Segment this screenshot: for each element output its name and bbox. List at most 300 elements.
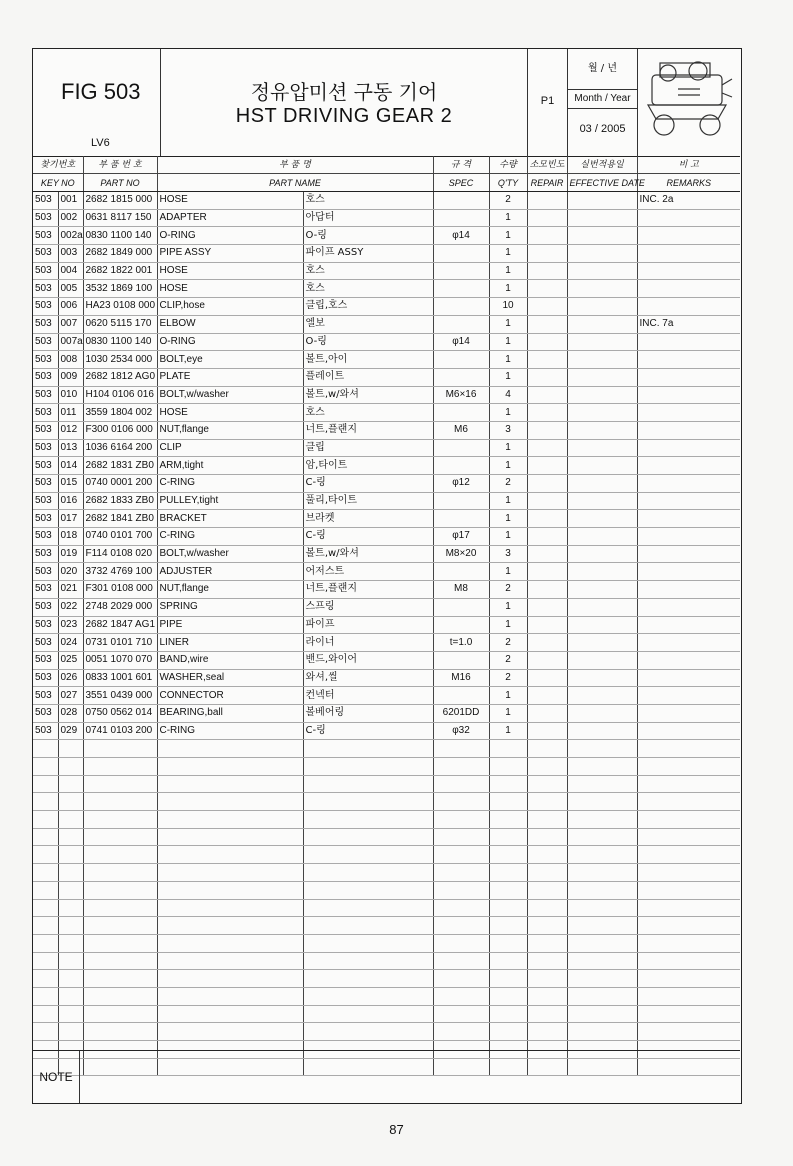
repair-cell: [527, 528, 567, 546]
repair-cell: [527, 881, 567, 899]
repair-cell: [527, 634, 567, 652]
quantity-cell: [489, 952, 527, 970]
remarks-cell: [637, 811, 740, 829]
quantity-cell: 1: [489, 351, 527, 369]
part-name-korean-cell: 어저스트: [303, 563, 433, 581]
remarks-cell: [637, 828, 740, 846]
part-number-cell: [83, 793, 157, 811]
key-group-cell: 503: [33, 368, 58, 386]
key-number-cell: 005: [58, 280, 83, 298]
key-number-cell: 009: [58, 368, 83, 386]
part-number-cell: 3559 1804 002: [83, 404, 157, 422]
effective-date-cell: [567, 545, 637, 563]
part-number-cell: 2682 1822 001: [83, 262, 157, 280]
quantity-cell: 2: [489, 651, 527, 669]
repair-cell: [527, 439, 567, 457]
part-name-korean-cell: 너트,플랜지: [303, 581, 433, 599]
table-row: [33, 439, 740, 457]
quantity-cell: 1: [489, 262, 527, 280]
quantity-cell: 1: [489, 722, 527, 740]
part-name-english-cell: ELBOW: [157, 315, 303, 333]
part-name-english-cell: CLIP: [157, 439, 303, 457]
remarks-cell: [637, 704, 740, 722]
key-number-cell: [58, 846, 83, 864]
spec-cell: [433, 280, 489, 298]
spec-cell: M6×16: [433, 386, 489, 404]
remarks-cell: [637, 280, 740, 298]
part-name-english-cell: NUT,flange: [157, 421, 303, 439]
key-number-cell: [58, 1005, 83, 1023]
part-name-korean-cell: 라이너: [303, 634, 433, 652]
repair-cell: [527, 421, 567, 439]
remarks-cell: [637, 386, 740, 404]
part-number-cell: 2682 1833 ZB0: [83, 492, 157, 510]
key-group-cell: [33, 828, 58, 846]
part-name-korean-cell: 파이프: [303, 616, 433, 634]
header-row-korean: [33, 156, 740, 174]
title-english: HST DRIVING GEAR 2: [235, 105, 453, 127]
key-number-cell: 026: [58, 669, 83, 687]
repair-cell: [527, 899, 567, 917]
table-row: [33, 262, 740, 280]
empty-row: [33, 758, 740, 776]
repair-cell: [527, 598, 567, 616]
part-name-korean-cell: [303, 775, 433, 793]
spec-cell: [433, 404, 489, 422]
remarks-cell: [637, 864, 740, 882]
key-number-cell: 007: [58, 315, 83, 333]
table-row: [33, 510, 740, 528]
quantity-cell: [489, 970, 527, 988]
table-row: [33, 475, 740, 493]
remarks-cell: [637, 1023, 740, 1041]
key-group-cell: [33, 775, 58, 793]
part-number-cell: F300 0106 000: [83, 421, 157, 439]
key-group-cell: 503: [33, 404, 58, 422]
table-row: [33, 315, 740, 333]
key-group-cell: [33, 987, 58, 1005]
key-group-cell: [33, 864, 58, 882]
fig-number: FIG 503: [61, 79, 141, 104]
part-name-english-cell: HOSE: [157, 192, 303, 210]
effective-date-cell: [567, 722, 637, 740]
key-group-cell: [33, 917, 58, 935]
key-number-cell: [58, 899, 83, 917]
part-name-english-cell: SPRING: [157, 598, 303, 616]
part-number-cell: 0620 5115 170: [83, 315, 157, 333]
quantity-cell: [489, 899, 527, 917]
remarks-cell: [637, 598, 740, 616]
remarks-cell: [637, 987, 740, 1005]
part-number-cell: [83, 952, 157, 970]
quantity-cell: 2: [489, 634, 527, 652]
quantity-cell: 2: [489, 581, 527, 599]
effective-date-cell: [567, 740, 637, 758]
effective-date-cell: [567, 704, 637, 722]
quantity-cell: [489, 758, 527, 776]
table-row: [33, 598, 740, 616]
repair-cell: [527, 651, 567, 669]
part-name-korean-cell: 호스: [303, 192, 433, 210]
spec-cell: M8×20: [433, 545, 489, 563]
spec-cell: φ14: [433, 333, 489, 351]
spec-cell: M6: [433, 421, 489, 439]
repair-cell: [527, 209, 567, 227]
key-number-cell: 001: [58, 192, 83, 210]
key-group-cell: 503: [33, 510, 58, 528]
part-name-korean-cell: 브라켓: [303, 510, 433, 528]
part-name-english-cell: LINER: [157, 634, 303, 652]
key-group-cell: 503: [33, 421, 58, 439]
remarks-cell: [637, 439, 740, 457]
remarks-cell: [637, 722, 740, 740]
quantity-cell: [489, 934, 527, 952]
remarks-cell: [637, 687, 740, 705]
quantity-cell: 1: [489, 333, 527, 351]
part-name-english-cell: BOLT,w/washer: [157, 545, 303, 563]
remarks-cell: [637, 616, 740, 634]
repair-cell: [527, 952, 567, 970]
part-name-english-cell: [157, 934, 303, 952]
title-box: [161, 49, 528, 156]
col-eff-ko: 실번적용일: [567, 156, 637, 174]
part-name-english-cell: C-RING: [157, 528, 303, 546]
part-name-korean-cell: [303, 970, 433, 988]
spec-cell: [433, 245, 489, 263]
col-qty-en: Q'TY: [489, 174, 527, 192]
spec-cell: M8: [433, 581, 489, 599]
spec-cell: [433, 899, 489, 917]
part-name-english-cell: NUT,flange: [157, 581, 303, 599]
repair-cell: [527, 970, 567, 988]
quantity-cell: 1: [489, 704, 527, 722]
repair-cell: [527, 793, 567, 811]
part-number-cell: 0740 0101 700: [83, 528, 157, 546]
effective-date-cell: [567, 775, 637, 793]
col-qty-ko: 수량: [489, 156, 527, 174]
quantity-cell: 1: [489, 457, 527, 475]
date-value: 03 / 2005: [579, 123, 626, 135]
key-number-cell: 020: [58, 563, 83, 581]
table-row: [33, 704, 740, 722]
repair-cell: [527, 828, 567, 846]
effective-date-cell: [567, 987, 637, 1005]
part-number-cell: HA23 0108 000: [83, 298, 157, 316]
part-name-korean-cell: 파이프 ASSY: [303, 245, 433, 263]
repair-cell: [527, 722, 567, 740]
part-number-cell: [83, 864, 157, 882]
table-row: [33, 687, 740, 705]
repair-cell: [527, 864, 567, 882]
remarks-cell: [637, 528, 740, 546]
spec-cell: [433, 1023, 489, 1041]
quantity-cell: 1: [489, 687, 527, 705]
spec-cell: [433, 740, 489, 758]
part-number-cell: F114 0108 020: [83, 545, 157, 563]
remarks-cell: [637, 581, 740, 599]
key-group-cell: 503: [33, 439, 58, 457]
part-number-cell: 3551 0439 000: [83, 687, 157, 705]
part-name-english-cell: O-RING: [157, 227, 303, 245]
key-group-cell: 503: [33, 245, 58, 263]
effective-date-cell: [567, 333, 637, 351]
remarks-cell: [637, 510, 740, 528]
note-label: NOTE: [33, 1051, 80, 1103]
repair-cell: [527, 245, 567, 263]
repair-cell: [527, 280, 567, 298]
remarks-cell: [637, 881, 740, 899]
col-name-ko: 부 품 명: [157, 156, 433, 174]
part-name-korean-cell: O-링: [303, 227, 433, 245]
quantity-cell: 1: [489, 510, 527, 528]
key-number-cell: 024: [58, 634, 83, 652]
part-number-cell: 0631 8117 150: [83, 209, 157, 227]
model-code: LV6: [91, 137, 110, 149]
col-rem-ko: 비 고: [637, 156, 740, 174]
part-name-english-cell: C-RING: [157, 722, 303, 740]
key-group-cell: 503: [33, 669, 58, 687]
key-number-cell: 003: [58, 245, 83, 263]
part-name-english-cell: ADAPTER: [157, 209, 303, 227]
effective-date-cell: [567, 811, 637, 829]
key-group-cell: 503: [33, 634, 58, 652]
empty-row: [33, 775, 740, 793]
empty-row: [33, 846, 740, 864]
spec-cell: [433, 1005, 489, 1023]
part-name-korean-cell: 와셔,씰: [303, 669, 433, 687]
part-name-korean-cell: 볼트,w/와셔: [303, 545, 433, 563]
empty-row: [33, 1023, 740, 1041]
repair-cell: [527, 262, 567, 280]
sheet-header: [33, 49, 740, 157]
parts-table-body: [33, 192, 740, 1076]
repair-cell: [527, 669, 567, 687]
table-row: [33, 545, 740, 563]
col-part-ko: 부 품 번 호: [83, 156, 157, 174]
part-number-cell: 0051 1070 070: [83, 651, 157, 669]
part-name-korean-cell: 볼베어링: [303, 704, 433, 722]
effective-date-cell: [567, 846, 637, 864]
repair-cell: [527, 475, 567, 493]
remarks-cell: [637, 563, 740, 581]
col-part-en: PART NO: [83, 174, 157, 192]
spec-cell: [433, 970, 489, 988]
key-number-cell: 002a: [58, 227, 83, 245]
part-name-korean-cell: [303, 987, 433, 1005]
table-row: [33, 280, 740, 298]
repair-cell: [527, 775, 567, 793]
key-number-cell: [58, 758, 83, 776]
key-group-cell: [33, 1005, 58, 1023]
key-number-cell: 012: [58, 421, 83, 439]
key-number-cell: 014: [58, 457, 83, 475]
quantity-cell: 1: [489, 563, 527, 581]
table-row: [33, 563, 740, 581]
remarks-cell: [637, 970, 740, 988]
parts-sheet: [32, 48, 742, 1104]
part-number-cell: [83, 740, 157, 758]
quantity-cell: 2: [489, 475, 527, 493]
empty-row: [33, 970, 740, 988]
part-name-english-cell: [157, 846, 303, 864]
table-row: [33, 192, 740, 210]
key-number-cell: 004: [58, 262, 83, 280]
remarks-cell: [637, 421, 740, 439]
remarks-cell: [637, 492, 740, 510]
spec-cell: [433, 846, 489, 864]
empty-row: [33, 987, 740, 1005]
quantity-cell: 1: [489, 404, 527, 422]
remarks-cell: [637, 952, 740, 970]
part-name-korean-cell: [303, 899, 433, 917]
repair-cell: [527, 740, 567, 758]
effective-date-cell: [567, 386, 637, 404]
part-number-cell: 0833 1001 601: [83, 669, 157, 687]
table-row: [33, 333, 740, 351]
spec-cell: M16: [433, 669, 489, 687]
repair-cell: [527, 563, 567, 581]
part-name-english-cell: PLATE: [157, 368, 303, 386]
title-korean: 정유압미션 구동 기어: [250, 80, 438, 104]
effective-date-cell: [567, 245, 637, 263]
key-group-cell: 503: [33, 315, 58, 333]
spec-cell: [433, 934, 489, 952]
part-name-english-cell: C-RING: [157, 475, 303, 493]
key-number-cell: 029: [58, 722, 83, 740]
table-row: [33, 368, 740, 386]
part-name-english-cell: [157, 881, 303, 899]
table-row: [33, 669, 740, 687]
quantity-cell: [489, 1023, 527, 1041]
part-number-cell: 3732 4769 100: [83, 563, 157, 581]
key-number-cell: [58, 987, 83, 1005]
key-number-cell: [58, 793, 83, 811]
remarks-cell: [637, 1005, 740, 1023]
part-name-korean-cell: 암,타이트: [303, 457, 433, 475]
part-name-korean-cell: [303, 864, 433, 882]
quantity-cell: 1: [489, 616, 527, 634]
key-number-cell: [58, 1023, 83, 1041]
key-number-cell: [58, 864, 83, 882]
header-row-english: [33, 174, 740, 192]
key-number-cell: [58, 775, 83, 793]
part-name-korean-cell: 엘보: [303, 315, 433, 333]
key-group-cell: 503: [33, 457, 58, 475]
empty-row: [33, 917, 740, 935]
repair-cell: [527, 333, 567, 351]
spec-cell: [433, 315, 489, 333]
spec-cell: [433, 651, 489, 669]
effective-date-cell: [567, 439, 637, 457]
repair-cell: [527, 917, 567, 935]
key-number-cell: 016: [58, 492, 83, 510]
part-number-cell: 0830 1100 140: [83, 227, 157, 245]
remarks-cell: [637, 209, 740, 227]
remarks-cell: [637, 227, 740, 245]
part-name-korean-cell: [303, 917, 433, 935]
part-name-english-cell: BOLT,eye: [157, 351, 303, 369]
remarks-cell: [637, 651, 740, 669]
spec-cell: φ12: [433, 475, 489, 493]
repair-cell: [527, 811, 567, 829]
key-number-cell: 015: [58, 475, 83, 493]
table-row: [33, 227, 740, 245]
spec-cell: [433, 262, 489, 280]
part-name-korean-cell: 컨넥터: [303, 687, 433, 705]
part-name-english-cell: O-RING: [157, 333, 303, 351]
key-group-cell: [33, 758, 58, 776]
spec-cell: [433, 368, 489, 386]
spec-cell: [433, 758, 489, 776]
repair-cell: [527, 704, 567, 722]
spec-cell: φ17: [433, 528, 489, 546]
part-name-english-cell: [157, 793, 303, 811]
quantity-cell: [489, 775, 527, 793]
effective-date-cell: [567, 351, 637, 369]
part-name-english-cell: [157, 1005, 303, 1023]
part-name-korean-cell: 풀리,타이트: [303, 492, 433, 510]
repair-cell: [527, 315, 567, 333]
key-number-cell: 019: [58, 545, 83, 563]
quantity-cell: [489, 864, 527, 882]
part-number-cell: [83, 758, 157, 776]
spec-cell: [433, 598, 489, 616]
table-row: [33, 528, 740, 546]
col-eff-en: EFFECTIVE DATE: [567, 174, 637, 192]
effective-date-cell: [567, 421, 637, 439]
spec-cell: [433, 828, 489, 846]
part-name-korean-cell: 너트,플랜지: [303, 421, 433, 439]
key-number-cell: [58, 881, 83, 899]
repair-cell: [527, 687, 567, 705]
table-row: [33, 722, 740, 740]
part-name-korean-cell: 볼트,w/와셔: [303, 386, 433, 404]
remarks-cell: INC. 2a: [637, 192, 740, 210]
key-number-cell: [58, 740, 83, 758]
key-number-cell: 022: [58, 598, 83, 616]
key-group-cell: 503: [33, 298, 58, 316]
part-name-english-cell: BEARING,ball: [157, 704, 303, 722]
part-name-english-cell: WASHER,seal: [157, 669, 303, 687]
quantity-cell: 1: [489, 209, 527, 227]
effective-date-cell: [567, 262, 637, 280]
key-group-cell: [33, 740, 58, 758]
repair-cell: [527, 758, 567, 776]
repair-cell: [527, 404, 567, 422]
spec-cell: [433, 864, 489, 882]
key-number-cell: 011: [58, 404, 83, 422]
remarks-cell: [637, 899, 740, 917]
part-number-cell: F301 0108 000: [83, 581, 157, 599]
effective-date-cell: [567, 828, 637, 846]
remarks-cell: [637, 368, 740, 386]
part-number-cell: 0731 0101 710: [83, 634, 157, 652]
table-row: [33, 404, 740, 422]
part-name-english-cell: HOSE: [157, 262, 303, 280]
spec-cell: φ14: [433, 227, 489, 245]
part-name-korean-cell: [303, 828, 433, 846]
part-number-cell: 2748 2029 000: [83, 598, 157, 616]
effective-date-cell: [567, 563, 637, 581]
effective-date-cell: [567, 475, 637, 493]
effective-date-cell: [567, 970, 637, 988]
empty-row: [33, 952, 740, 970]
parts-table: [33, 156, 740, 1076]
effective-date-cell: [567, 598, 637, 616]
part-name-korean-cell: [303, 740, 433, 758]
machine-drawing-icon: [638, 49, 738, 149]
fig-box: [33, 49, 161, 156]
